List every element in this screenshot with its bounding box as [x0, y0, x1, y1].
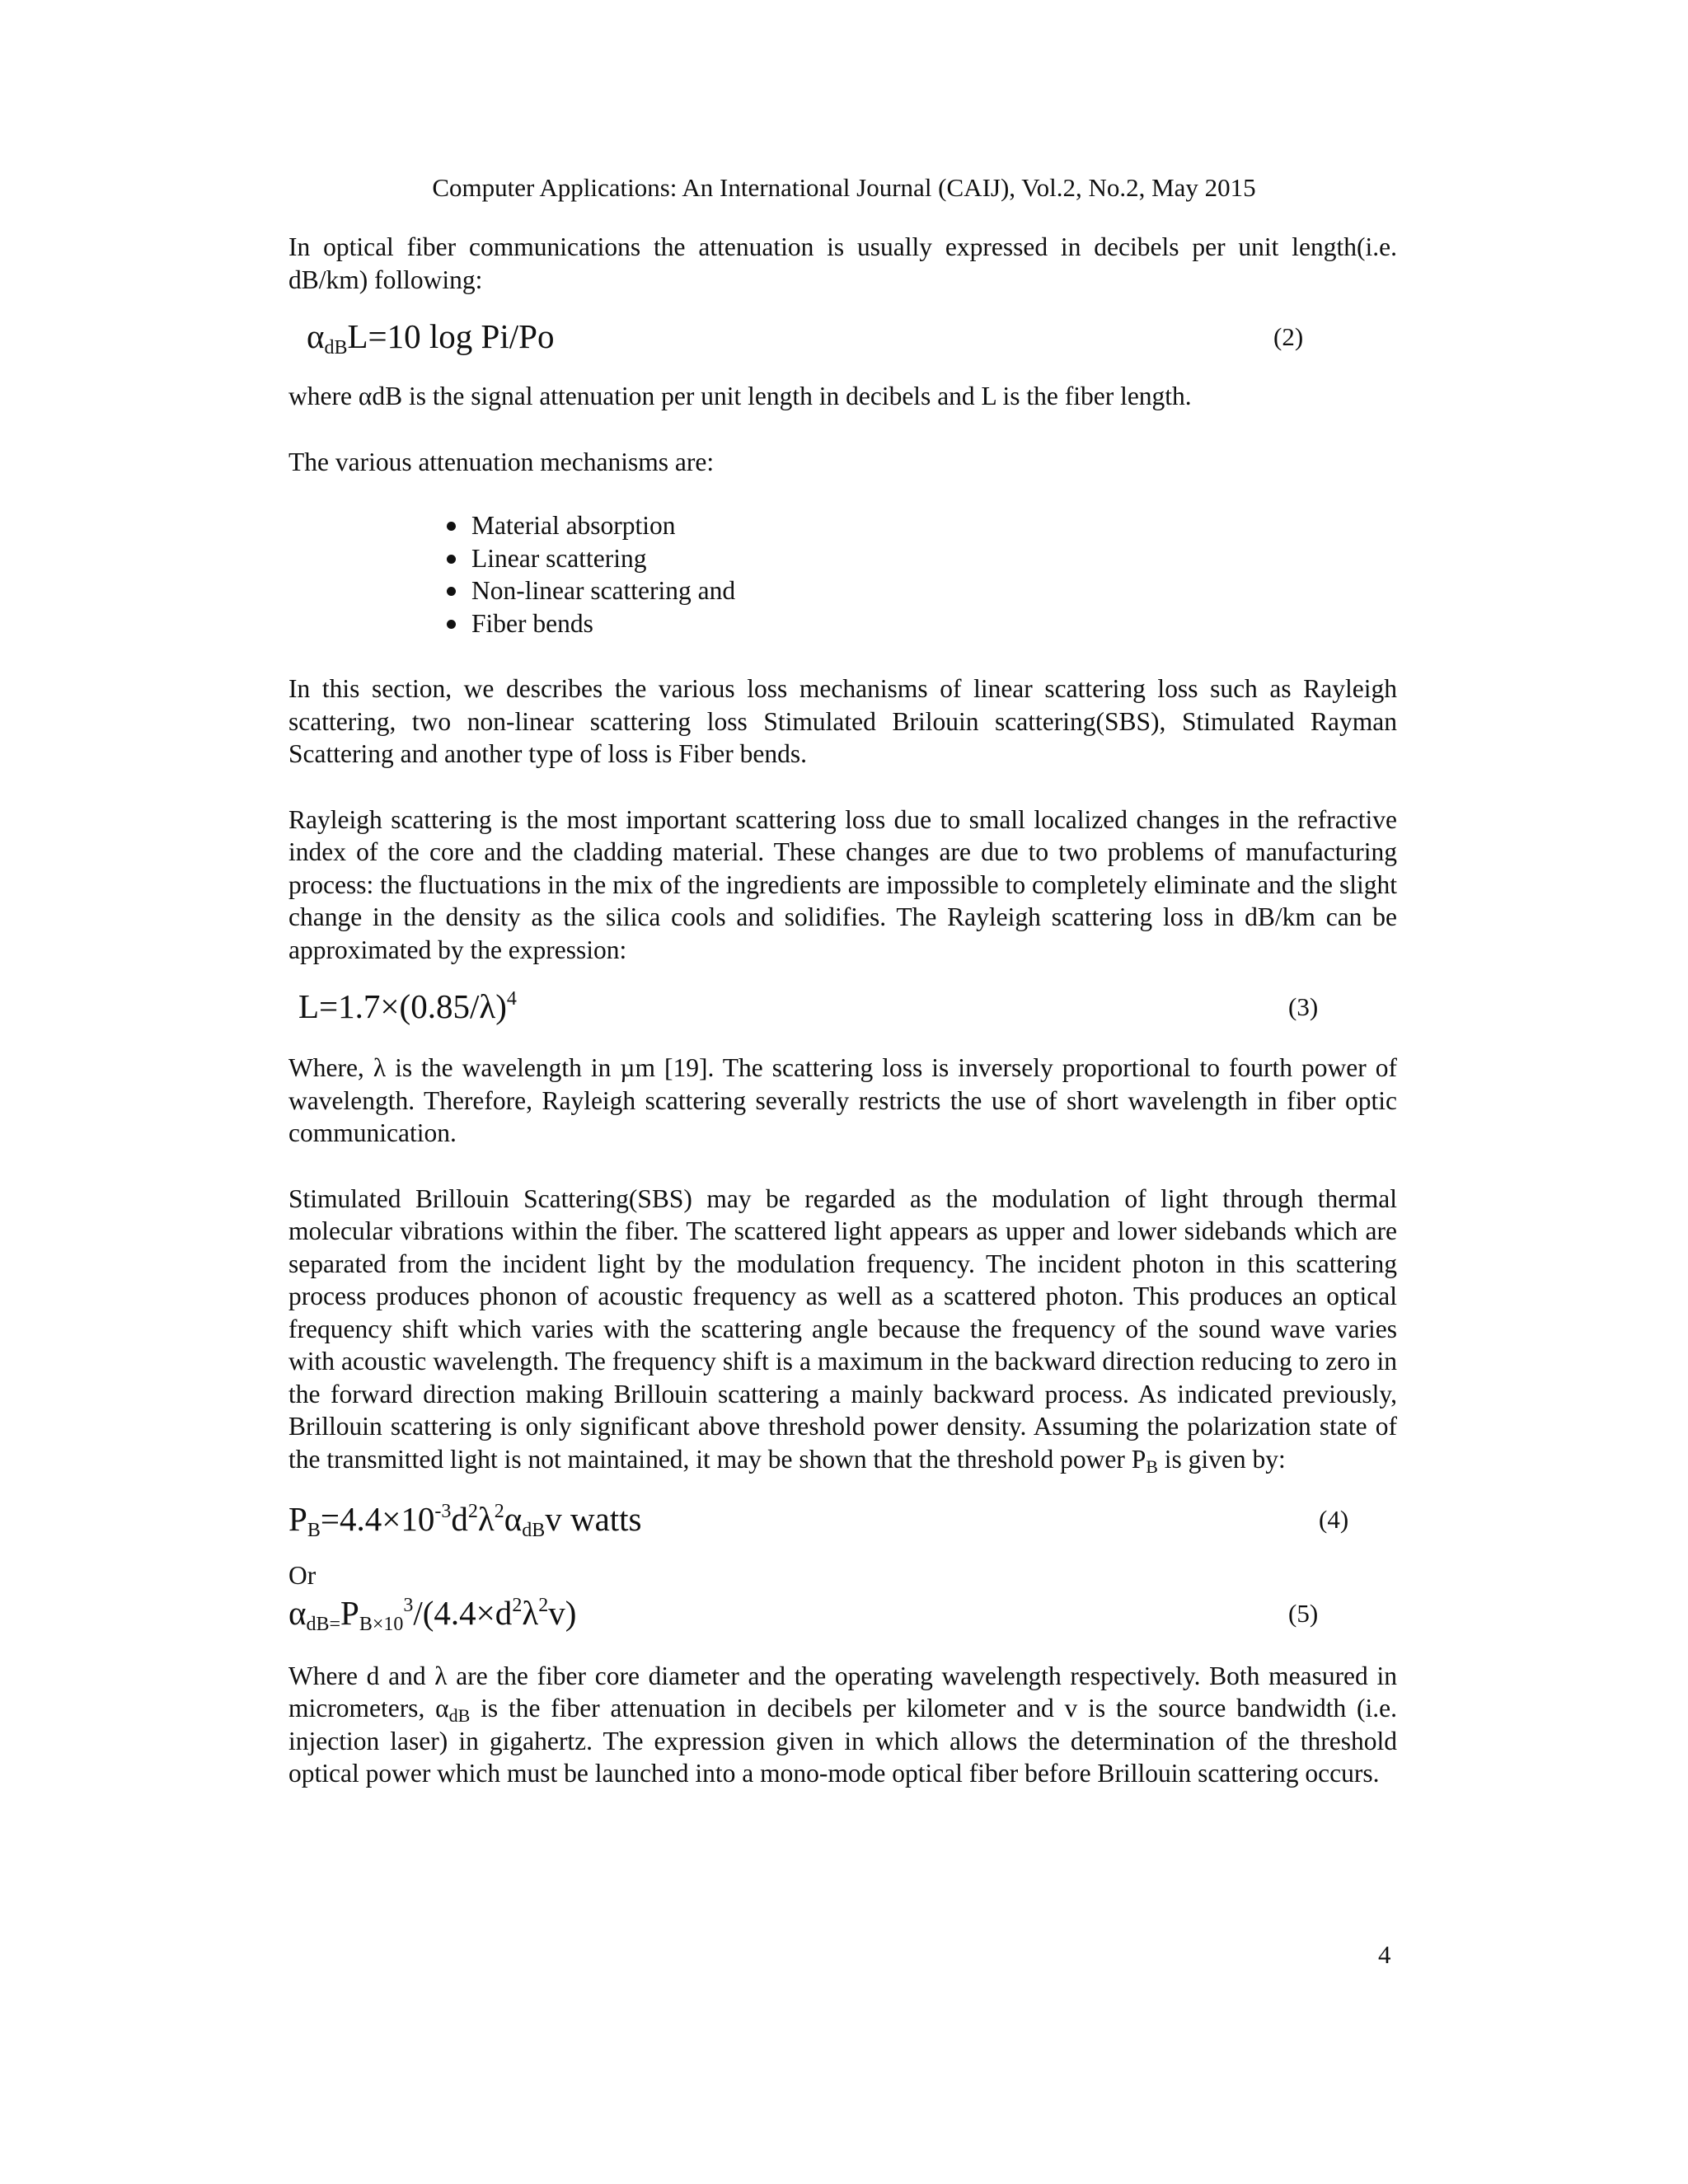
where-alpha-paragraph: where αdB is the signal attenuation per unit length in decibels and L is the fiber length.: [288, 382, 1192, 410]
sbs-paragraph: [288, 1183, 1397, 1476]
eq5-end: v): [548, 1593, 577, 1632]
equation-4-number: (4): [1319, 1505, 1349, 1534]
eq3-exponent: 4: [506, 988, 517, 1010]
eq4-p: P: [288, 1500, 307, 1538]
equation-5-number: (5): [1288, 1598, 1319, 1628]
list-item: Non-linear scattering and: [471, 574, 1397, 607]
eq4-exp: -3: [434, 1501, 452, 1522]
eq5-lambda: λ: [522, 1593, 539, 1632]
equation-3: [288, 986, 1397, 1027]
eq5-mid: /(4.4×d: [413, 1593, 513, 1632]
final-alpha: α: [435, 1694, 449, 1722]
intro-paragraph: In optical fiber communications the attenuation is usually expressed in decibels per unit length(i.e. dB/km) following:: [288, 232, 1397, 294]
final-text-a: Where d and λ are the fiber core diameter and the operating wavelength respectively. Both measured in micrometers,: [288, 1661, 1397, 1722]
eq4-coef: =4.4×10: [320, 1500, 435, 1538]
final-alpha-sub: dB: [448, 1705, 471, 1726]
final-text-b: is the fiber attenuation in decibels per kilometer and v is the source bandwidth (i.e. injection laser) in gigahertz. The expression given in which allows the determination of the threshold optical power which must be launched into a mono-mode optical fiber before Brillouin scattering occurs.: [288, 1694, 1397, 1788]
running-header: Computer Applications: An International Journal (CAIJ), Vol.2, No.2, May 2015: [432, 173, 1256, 202]
eq5-alpha: α: [288, 1593, 307, 1632]
sbs-pb: P: [1131, 1444, 1146, 1474]
eq2-alpha: α: [307, 317, 325, 355]
page-number: 4: [1378, 1940, 1391, 1969]
rayleigh-paragraph: Rayleigh scattering is the most important scattering loss due to small localized changes in the refractive index of the core and the cladding material. These changes are due to two problems of manufacturing process: the fluctuations in the mix of the ingredients are impossible to completely eliminate and the slight change in the density as the silica cools and solidifies. The Rayleigh scattering loss in dB/km can be approximated by the expression:: [288, 804, 1397, 964]
sbs-pb-sub: B: [1146, 1455, 1158, 1477]
final-paragraph: [288, 1660, 1397, 1790]
eq3-body: L=1.7×(0.85/λ): [298, 987, 507, 1025]
mechanisms-list: [288, 509, 1397, 640]
article-body: [288, 231, 1397, 1790]
where-lambda-paragraph: Where, λ is the wavelength in µm [19]. The scattering loss is inversely proportional to fourth power of wavelength. Therefore, Rayleigh scattering severally restricts the use of short wavelength in fiber optic communication.: [288, 1053, 1397, 1147]
equation-2: [288, 316, 1397, 357]
equation-5: [288, 1592, 1397, 1633]
mechanisms-intro: The various attenuation mechanisms are:: [288, 447, 715, 476]
list-item: Linear scattering: [471, 542, 1397, 575]
eq4-p-sub: B: [307, 1520, 321, 1541]
sbs-end: is given by:: [1157, 1444, 1286, 1474]
eq5-lambda-sup: 2: [538, 1594, 549, 1616]
eq4-d: d: [451, 1500, 468, 1538]
eq4-d-sup: 2: [467, 1501, 478, 1522]
section-paragraph: In this section, we describes the various loss mechanisms of linear scattering loss such as Rayleigh scattering, two non-linear scattering loss Stimulated Brilouin scattering(SBS), Stimulated Rayman Scattering and another type of loss is Fiber bends.: [288, 674, 1397, 768]
equation-4: [288, 1498, 1397, 1540]
sbs-text: Stimulated Brillouin Scattering(SBS) may be regarded as the modulation of light through thermal molecular vibrations within the fiber. The scattered light appears as upper and lower sidebands which are separated from the incident light by the modulation frequency. The incident photon in this scattering process produces phonon of acoustic frequency as well as a scattered photon. This produces an optical frequency shift which varies with the scattering angle because the frequency of the sound wave varies with acoustic wavelength. The frequency shift is a maximum in the backward direction reducing to zero in the forward direction making Brillouin scattering a mainly backward process. As indicated previously, Brillouin scattering is only significant above threshold power density. Assuming the polarization state of the transmitted light is not maintained, it may be shown that the threshold power: [288, 1183, 1397, 1474]
eq5-p: P: [340, 1593, 359, 1632]
eq2-body: L=10 log Pi/Po: [347, 317, 555, 355]
list-item: Material absorption: [471, 509, 1397, 542]
eq5-p-sub: B×10: [359, 1613, 404, 1635]
eq4-alpha-sub: dB: [522, 1520, 546, 1541]
equation-3-number: (3): [1288, 992, 1319, 1021]
eq5-p-sup: 3: [403, 1594, 414, 1616]
list-item: Fiber bends: [471, 607, 1397, 640]
or-text: Or: [288, 1561, 316, 1590]
eq4-lambda: λ: [477, 1500, 495, 1538]
eq5-alpha-sub: dB=: [306, 1613, 341, 1635]
eq5-d-sup: 2: [512, 1594, 523, 1616]
eq4-alpha: α: [504, 1500, 523, 1538]
eq4-rest: v watts: [545, 1500, 642, 1538]
eq4-lambda-sup: 2: [494, 1501, 504, 1522]
equation-2-number: (2): [1273, 322, 1304, 351]
eq2-sub: dB: [324, 337, 348, 359]
